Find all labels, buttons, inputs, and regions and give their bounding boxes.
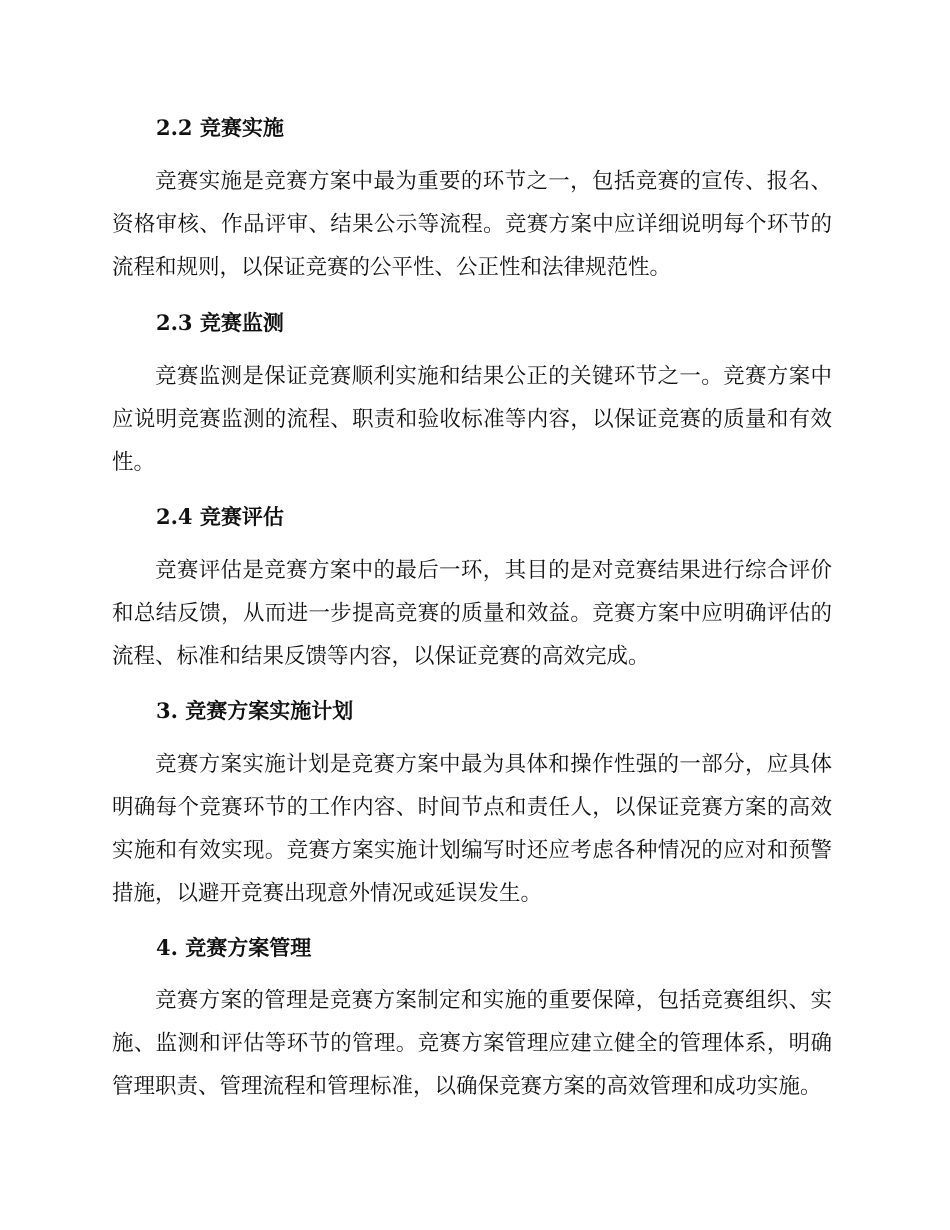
section-heading-2-4: 2.4 竞赛评估 bbox=[156, 504, 284, 529]
section-heading-2-3: 2.3 竞赛监测 bbox=[156, 310, 284, 335]
section-heading-2-2: 2.2 竞赛实施 bbox=[156, 115, 284, 140]
section-heading-3: 3. 竞赛方案实施计划 bbox=[156, 698, 354, 723]
section-heading-4: 4. 竞赛方案管理 bbox=[156, 935, 312, 960]
section-body-3: 竞赛方案实施计划是竞赛方案中最为具体和操作性强的一部分，应具体明确每个竞赛环节的工作内容、时间节点和责任人，以保证竞赛方案的高效实施和有效实现。竞赛方案实施计划编写时还应考虑各种情况的应对和预警措施，以避开竞赛出现意外情况或延误发生。 bbox=[112, 752, 832, 906]
section-body-2-2: 竞赛实施是竞赛方案中最为重要的环节之一，包括竞赛的宣传、报名、资格审核、作品评审、结果公示等流程。竞赛方案中应详细说明每个环节的流程和规则，以保证竞赛的公平性、公正性和法律规范性。 bbox=[112, 169, 832, 280]
section-body-2-4: 竞赛评估是竞赛方案中的最后一环，其目的是对竞赛结果进行综合评价和总结反馈，从而进一步提高竞赛的质量和效益。竞赛方案中应明确评估的流程、标准和结果反馈等内容，以保证竞赛的高效完成。 bbox=[112, 558, 832, 669]
section-body-2-3: 竞赛监测是保证竞赛顺利实施和结果公正的关键环节之一。竞赛方案中应说明竞赛监测的流程、职责和验收标准等内容，以保证竞赛的质量和有效性。 bbox=[112, 364, 832, 475]
section-body-4: 竞赛方案的管理是竞赛方案制定和实施的重要保障，包括竞赛组织、实施、监测和评估等环节的管理。竞赛方案管理应建立健全的管理体系，明确管理职责、管理流程和管理标准，以确保竞赛方案的高效管理和成功实施。 bbox=[112, 988, 832, 1099]
